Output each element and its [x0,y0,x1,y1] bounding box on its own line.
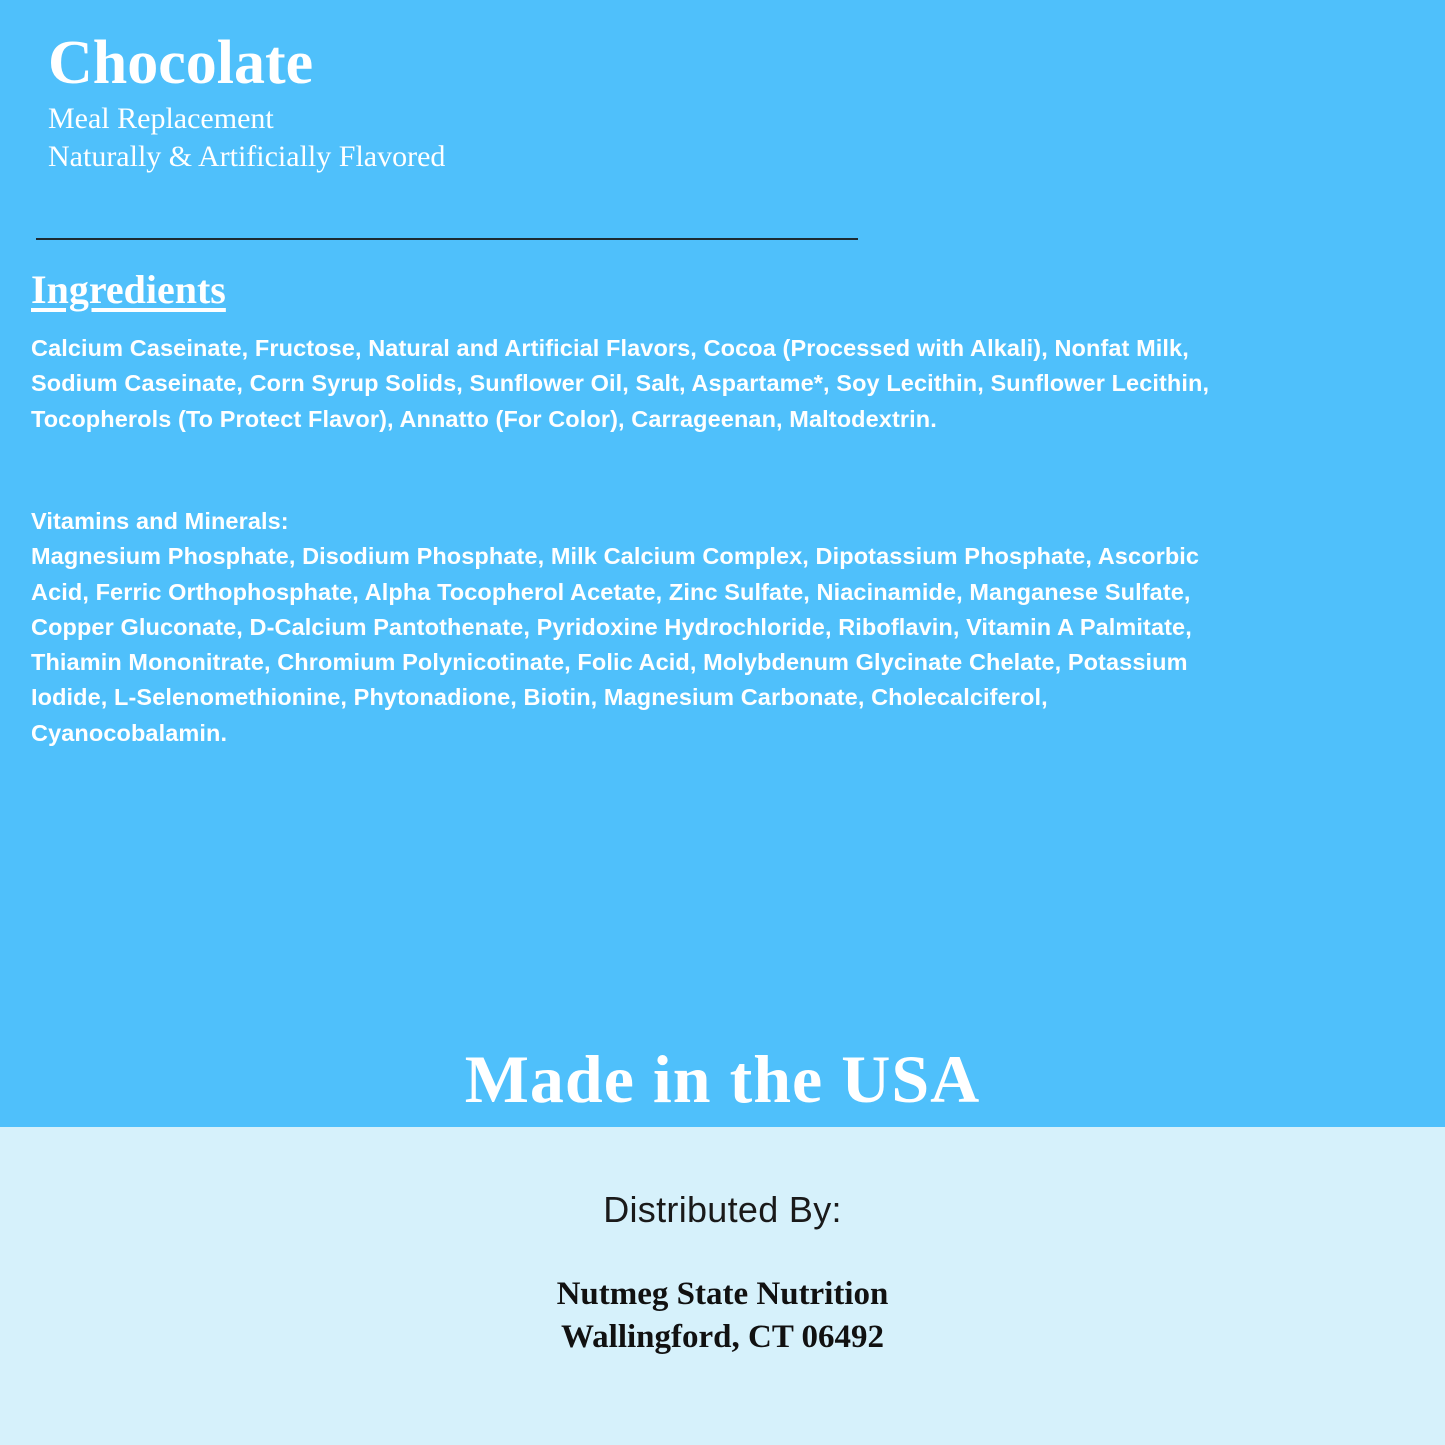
vitamins-minerals-title: Vitamins and Minerals: [31,508,289,534]
vitamins-minerals-list: Magnesium Phosphate, Disodium Phosphate, Milk Calcium Complex, Dipotassium Phosphate, Ascorbic Acid, Ferric Orthophosphate, Alpha Tocopherol Acetate, Zinc Sulfate, Niacinamide, Manganese Sulfate, Copper Gluconate, D-Calcium Pantothenate, Pyridoxine Hydrochloride, Riboflavin, Vitamin A Palmitate, Thiamin Mononitrate, Chromium Polynicotinate, Folic Acid, Molybdenum Glycinate Chelate, Potassium Iodide, L-Selenomethionine, Phytonadione, Biotin, Magnesium Carbonate, Cholecalciferol, Cyanocobalamin. [31,543,1200,746]
ingredients-list: Calcium Caseinate, Fructose, Natural and Artificial Flavors, Cocoa (Processed with Alkali), Nonfat Milk, Sodium Caseinate, Corn Syrup Solids, Sunflower Oil, Salt, Aspartame*, Soy Lecithin, Sunflower Lecithin, Tocopherols (To Protect Flavor), Annatto (For Color), Carrageenan, Maltodextrin. [31,335,1210,432]
distributor-address: Wallingford, CT 06492 [560,1318,885,1355]
header-divider-rule [36,238,858,240]
product-name: Chocolate [48,29,314,97]
vitamins-minerals-block [31,504,1246,751]
label-footer-panel [0,1127,1445,1445]
product-subtitle-meal-replacement: Meal Replacement [48,102,274,135]
distributor-name: Nutmeg State Nutrition [556,1276,889,1312]
made-in-usa-text: Made in the USA [464,1041,981,1117]
distributed-by-label: Distributed By: [603,1189,842,1230]
label-header [0,0,1445,177]
product-subtitle-flavor-note: Naturally & Artificially Flavored [48,140,446,174]
ingredients-heading: Ingredients [31,267,226,312]
